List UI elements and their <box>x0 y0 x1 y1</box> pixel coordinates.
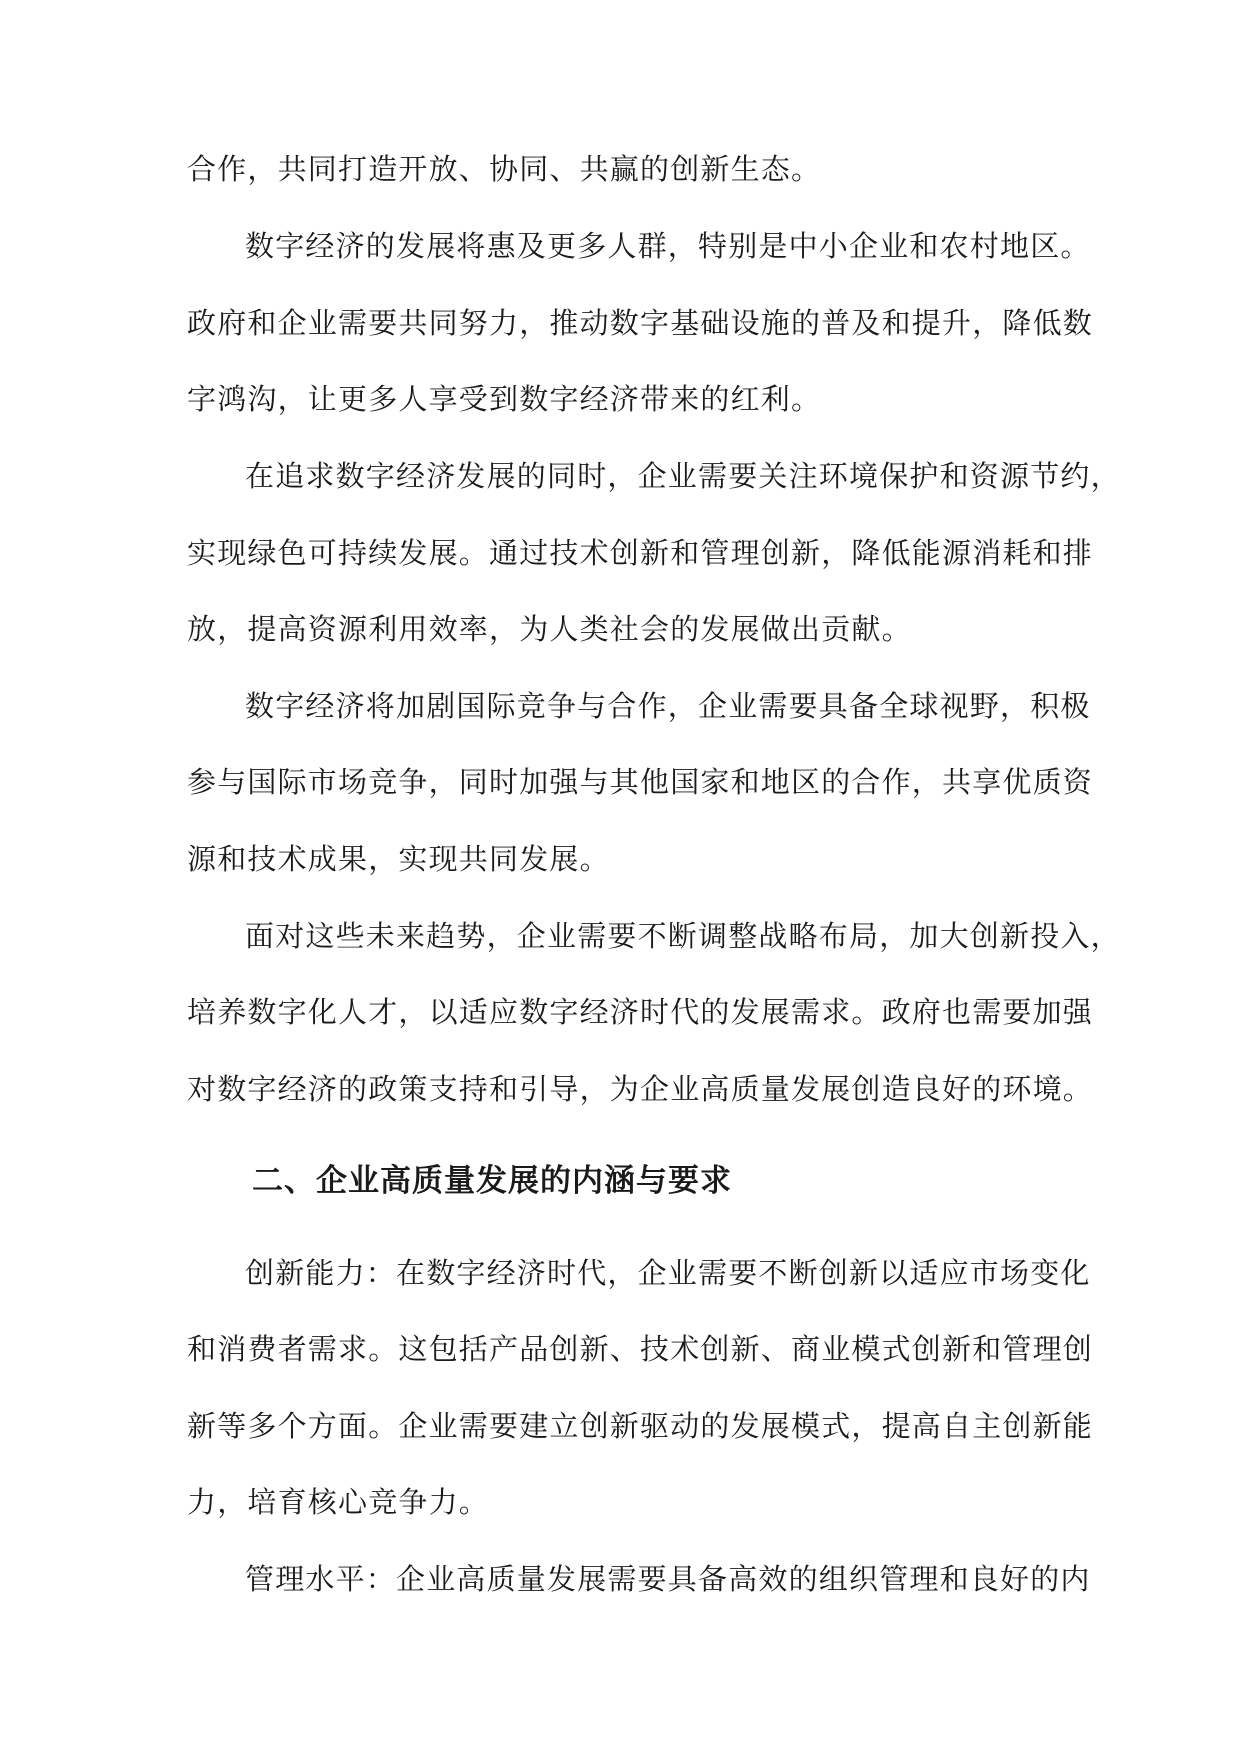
text-line: 力，培育核心竞争力。 <box>187 1485 490 1519</box>
text-line: 培养数字化人才，以适应数字经济时代的发展需求。政府也需要加强 <box>187 995 1094 1029</box>
text-line: 创新能力：在数字经济时代，企业需要不断创新以适应市场变化 <box>245 1256 1091 1290</box>
text-line: 新等多个方面。企业需要建立创新驱动的发展模式，提高自主创新能 <box>187 1409 1094 1443</box>
text-line: 对数字经济的政策支持和引导，为企业高质量发展创造良好的环境。 <box>187 1072 1094 1106</box>
text-line: 放，提高资源利用效率，为人类社会的发展做出贡献。 <box>187 612 912 646</box>
text-line: 数字经济的发展将惠及更多人群，特别是中小企业和农村地区。 <box>245 229 1091 263</box>
text-line: 字鸿沟，让更多人享受到数字经济带来的红利。 <box>187 382 822 416</box>
text-line: 合作，共同打造开放、协同、共赢的创新生态。 <box>187 152 822 186</box>
text-line: 面对这些未来趋势，企业需要不断调整战略布局，加大创新投入， <box>245 919 1121 953</box>
text-line: 管理水平：企业高质量发展需要具备高效的组织管理和良好的内 <box>245 1562 1091 1596</box>
text-line: 参与国际市场竞争，同时加强与其他国家和地区的合作，共享优质资 <box>187 765 1094 799</box>
text-line: 在追求数字经济发展的同时，企业需要关注环境保护和资源节约， <box>245 459 1121 493</box>
text-line: 源和技术成果，实现共同发展。 <box>187 842 610 876</box>
text-line: 和消费者需求。这包括产品创新、技术创新、商业模式创新和管理创 <box>187 1332 1094 1366</box>
section-heading: 二、企业高质量发展的内涵与要求 <box>252 1163 732 1199</box>
text-line: 数字经济将加剧国际竞争与合作，企业需要具备全球视野，积极 <box>245 689 1091 723</box>
text-line: 实现绿色可持续发展。通过技术创新和管理创新，降低能源消耗和排 <box>187 536 1094 570</box>
text-line: 政府和企业需要共同努力，推动数字基础设施的普及和提升，降低数 <box>187 306 1094 340</box>
